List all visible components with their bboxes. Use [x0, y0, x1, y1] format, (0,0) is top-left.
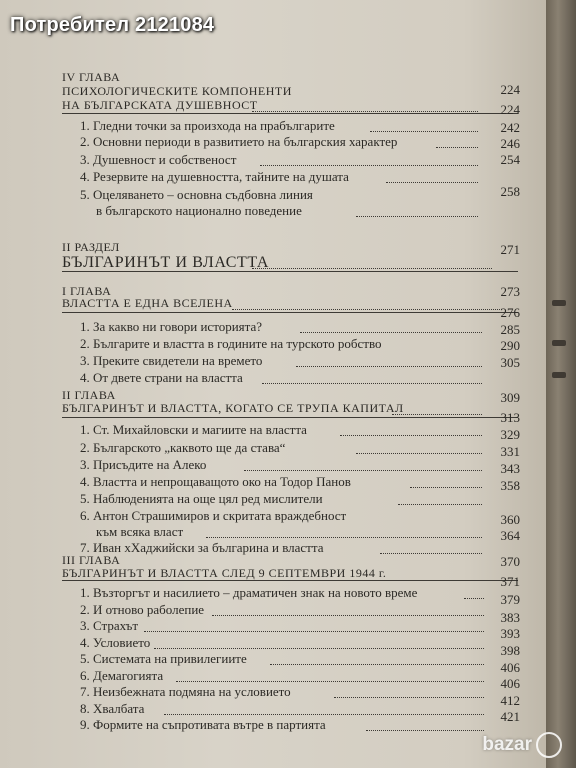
toc-entry: 7. Неизбежната подмяна на условието [80, 684, 291, 699]
toc-entry: 8. Хвалбата [80, 701, 145, 716]
page-number: 313 [500, 410, 520, 425]
toc-entry: 1. Ст. Михайловски и магиите на властта [80, 422, 307, 437]
toc-entry: 1. Възторгът и насилието – драматичен знак на новото време [80, 585, 418, 600]
toc-entry: 5. Наблюденията на още цял ред мислители [80, 491, 323, 506]
leader-dots [260, 165, 478, 166]
leader-dots [356, 453, 482, 454]
page-number: 412 [500, 693, 520, 708]
page-number: 246 [500, 136, 520, 151]
page-number: 364 [500, 528, 520, 543]
leader-dots [262, 383, 482, 384]
leader-dots [164, 714, 484, 715]
page-number: 242 [500, 120, 520, 135]
toc-entry: 3. Душевност и собственост [80, 152, 237, 167]
section-title: БЪЛГАРИНЪТ И ВЛАСТТА [62, 254, 270, 271]
section-rule [62, 417, 518, 418]
page-number: 285 [500, 322, 520, 337]
toc-entry-continued: към всяка власт [96, 524, 184, 539]
spine-mark [552, 340, 566, 346]
page-number: 224 [500, 82, 520, 97]
toc-entry: 4. Резервите на душевността, тайните на душата [80, 169, 349, 184]
chapter-label: IV ГЛАВА [62, 70, 121, 84]
leader-dots [232, 309, 502, 310]
page-number: 379 [500, 592, 520, 607]
watermark-logo [482, 732, 562, 758]
section-label: II РАЗДЕЛ [62, 240, 120, 254]
leader-dots [392, 414, 482, 415]
leader-dots [356, 216, 478, 217]
page-number: 421 [500, 709, 520, 724]
leader-dots [386, 182, 478, 183]
toc-entry: 2. Българите и властта в годините на турското робство [80, 336, 382, 351]
leader-dots [334, 697, 484, 698]
toc-entry: 2. Основни периоди в развитието на българския характер [80, 134, 398, 149]
toc-entry: 9. Формите на съпротивата вътре в партията [80, 717, 326, 732]
leader-dots [340, 435, 482, 436]
leader-dots [252, 111, 478, 112]
leader-dots [398, 504, 482, 505]
toc-entry: 6. Демагогията [80, 668, 164, 683]
page-number: 393 [500, 626, 520, 641]
book-spine [546, 0, 576, 768]
section-rule [62, 580, 518, 581]
toc-entry: 3. Страхът [80, 618, 139, 633]
chapter-label: I ГЛАВА [62, 284, 112, 298]
page-number: 331 [500, 444, 520, 459]
watermark-text: bazar [482, 734, 532, 756]
toc-entry: 2. Българското „каквото ще да става“ [80, 440, 286, 455]
toc-entry: 1. За какво ни говори историята? [80, 319, 263, 334]
toc-entry: 7. Иван хХаджийски за българина и властта [80, 540, 324, 555]
toc-entry: 4. От двете страни на властта [80, 370, 243, 385]
leader-dots [176, 681, 484, 682]
page-number: 371 [500, 574, 520, 589]
page-number: 358 [500, 478, 520, 493]
toc-entry: 1. Гледни точки за произхода на прабългарите [80, 118, 335, 133]
leader-dots [366, 730, 484, 731]
page-number: 258 [500, 184, 520, 199]
leader-dots [154, 648, 484, 649]
page-number: 383 [500, 610, 520, 625]
chapter-title: ВЛАСТТА Е ЕДНА ВСЕЛЕНА [62, 296, 233, 310]
page-number: 254 [500, 152, 520, 167]
leader-dots [410, 487, 482, 488]
page-number: 370 [500, 554, 520, 569]
toc-entry-continued: в българското национално поведение [96, 203, 302, 218]
chapter-label: II ГЛАВА [62, 388, 116, 402]
page-number: 309 [500, 390, 520, 405]
page-number: 276 [500, 305, 520, 320]
leader-dots [296, 366, 482, 367]
leader-dots [144, 631, 484, 632]
leader-dots [370, 131, 478, 132]
chapter-title: БЪЛГАРИНЪТ И ВЛАСТТА, КОГАТО СЕ ТРУПА КАПИТАЛ [62, 401, 404, 415]
toc-entry: 3. Преките свидетели на времето [80, 353, 263, 368]
page-number: 329 [500, 427, 520, 442]
toc-entry: 5. Оцеляването – основна съдбовна линия [80, 187, 313, 202]
leader-dots [380, 553, 482, 554]
page-number: 305 [500, 355, 520, 370]
chapter-title: НА БЪЛГАРСКАТА ДУШЕВНОСТ [62, 98, 258, 112]
page-number: 290 [500, 338, 520, 353]
leader-dots [252, 268, 492, 269]
page-number: 398 [500, 643, 520, 658]
toc-entry: 3. Присъдите на Алеко [80, 457, 207, 472]
toc-entry: 6. Антон Страшимиров и скритата враждебност [80, 508, 347, 523]
leader-dots [206, 537, 482, 538]
toc-entry: 4. Условието [80, 635, 151, 650]
leader-dots [212, 615, 484, 616]
chapter-label: III ГЛАВА [62, 553, 121, 567]
watermark-icon [536, 732, 562, 758]
toc-entry: 4. Властта и непрощаващото око на Тодор Панов [80, 474, 351, 489]
leader-dots [436, 147, 478, 148]
page-number: 271 [500, 242, 520, 257]
user-banner: Потребител 2121084 [10, 14, 215, 36]
page-number: 406 [500, 676, 520, 691]
page-number: 224 [500, 102, 520, 117]
toc-entry: 2. И отново раболепие [80, 602, 205, 617]
page-number: 343 [500, 461, 520, 476]
toc-entry: 5. Системата на привилегиите [80, 651, 247, 666]
chapter-title: БЪЛГАРИНЪТ И ВЛАСТТА СЛЕД 9 СЕПТЕМВРИ 1944 г. [62, 566, 387, 580]
section-rule [62, 113, 518, 114]
section-rule [62, 271, 518, 272]
leader-dots [270, 664, 484, 665]
page-number: 360 [500, 512, 520, 527]
spine-mark [552, 300, 566, 306]
page-number: 406 [500, 660, 520, 675]
section-rule [62, 312, 518, 313]
spine-mark [552, 372, 566, 378]
chapter-title: ПСИХОЛОГИЧЕСКИТЕ КОМПОНЕНТИ [62, 84, 292, 98]
page-number: 273 [500, 284, 520, 299]
leader-dots [300, 332, 482, 333]
leader-dots [244, 470, 482, 471]
